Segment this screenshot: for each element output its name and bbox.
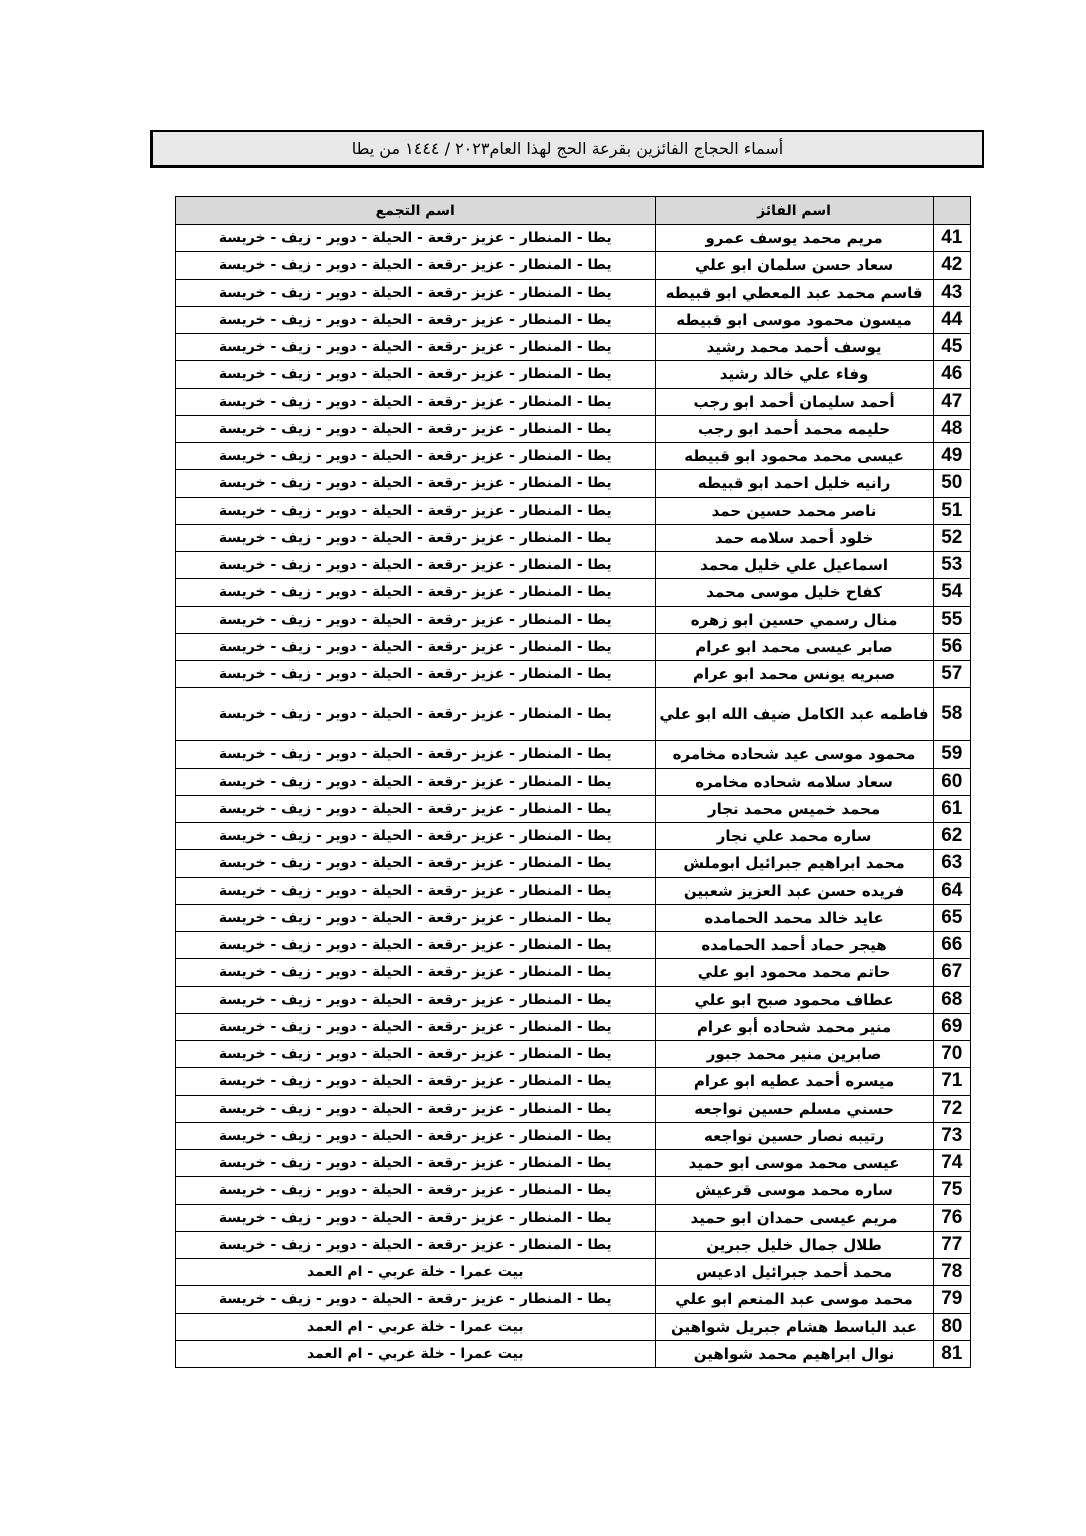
- row-winner-name: محمد ابراهيم جبرائيل ابوملش: [655, 850, 933, 877]
- row-group-name: يطا - المنطار - عزيز -رقعة - الحيلة - دوير - زيف - خريسة: [176, 334, 656, 361]
- row-group-name: يطا - المنطار - عزيز -رقعة - الحيلة - دوير - زيف - خريسة: [176, 850, 656, 877]
- row-group-name: يطا - المنطار - عزيز -رقعة - الحيلة - دوير - زيف - خريسة: [176, 1013, 656, 1040]
- row-number: 59: [933, 741, 970, 768]
- row-winner-name: ميسون محمود موسى ابو قبيطه: [655, 306, 933, 333]
- table-row: [176, 497, 971, 524]
- row-number: 75: [933, 1177, 970, 1204]
- row-number: 45: [933, 334, 970, 361]
- table-row: [176, 552, 971, 579]
- row-winner-name: عبد الباسط هشام جبريل شواهين: [655, 1313, 933, 1340]
- row-number: 58: [933, 688, 970, 741]
- row-winner-name: مريم محمد يوسف عمرو: [655, 225, 933, 252]
- row-group-name: يطا - المنطار - عزيز -رقعة - الحيلة - دوير - زيف - خريسة: [176, 795, 656, 822]
- row-group-name: يطا - المنطار - عزيز -رقعة - الحيلة - دوير - زيف - خريسة: [176, 1177, 656, 1204]
- table-row: [176, 225, 971, 252]
- table-row: [176, 741, 971, 768]
- table-row: [176, 661, 971, 688]
- row-number: 74: [933, 1150, 970, 1177]
- row-number: 78: [933, 1259, 970, 1286]
- row-winner-name: ناصر محمد حسين حمد: [655, 497, 933, 524]
- row-winner-name: أحمد سليمان أحمد ابو رجب: [655, 388, 933, 415]
- row-group-name: يطا - المنطار - عزيز -رقعة - الحيلة - دوير - زيف - خريسة: [176, 877, 656, 904]
- row-group-name: يطا - المنطار - عزيز -رقعة - الحيلة - دوير - زيف - خريسة: [176, 470, 656, 497]
- table-row: [176, 850, 971, 877]
- table-row: [176, 795, 971, 822]
- row-group-name: يطا - المنطار - عزيز -رقعة - الحيلة - دوير - زيف - خريسة: [176, 986, 656, 1013]
- row-group-name: يطا - المنطار - عزيز -رقعة - الحيلة - دوير - زيف - خريسة: [176, 768, 656, 795]
- row-number: 79: [933, 1286, 970, 1313]
- row-number: 46: [933, 361, 970, 388]
- row-winner-name: صبريه يونس محمد ابو عرام: [655, 661, 933, 688]
- row-number: 67: [933, 959, 970, 986]
- row-number: 50: [933, 470, 970, 497]
- row-winner-name: هيجر حماد أحمد الحمامده: [655, 932, 933, 959]
- table-row: [176, 361, 971, 388]
- row-number: 73: [933, 1122, 970, 1149]
- row-group-name: يطا - المنطار - عزيز -رقعة - الحيلة - دوير - زيف - خريسة: [176, 415, 656, 442]
- row-winner-name: صابر عيسى محمد ابو عرام: [655, 633, 933, 660]
- row-winner-name: ساره محمد موسى قرعيش: [655, 1177, 933, 1204]
- header-name: اسم الفائز: [655, 197, 933, 225]
- row-group-name: يطا - المنطار - عزيز -رقعة - الحيلة - دوير - زيف - خريسة: [176, 552, 656, 579]
- row-number: 53: [933, 552, 970, 579]
- row-group-name: يطا - المنطار - عزيز -رقعة - الحيلة - دوير - زيف - خريسة: [176, 661, 656, 688]
- table-row: [176, 932, 971, 959]
- row-winner-name: منال رسمي حسين ابو زهره: [655, 606, 933, 633]
- table-row: [176, 443, 971, 470]
- row-number: 56: [933, 633, 970, 660]
- row-group-name: يطا - المنطار - عزيز -رقعة - الحيلة - دوير - زيف - خريسة: [176, 1204, 656, 1231]
- row-number: 64: [933, 877, 970, 904]
- table-row: [176, 904, 971, 931]
- row-group-name: يطا - المنطار - عزيز -رقعة - الحيلة - دوير - زيف - خريسة: [176, 1041, 656, 1068]
- row-group-name: يطا - المنطار - عزيز -رقعة - الحيلة - دوير - زيف - خريسة: [176, 524, 656, 551]
- row-winner-name: صابرين منير محمد جبور: [655, 1041, 933, 1068]
- page-title-text: أسماء الحجاج الفائزين بقرعة الحج لهذا العام٢٠٢٣ / ١٤٤٤ من يطا: [351, 139, 784, 158]
- table-row: [176, 1313, 971, 1340]
- row-winner-name: سعاد حسن سلمان ابو علي: [655, 252, 933, 279]
- winners-table: [175, 196, 971, 1368]
- row-group-name: يطا - المنطار - عزيز -رقعة - الحيلة - دوير - زيف - خريسة: [176, 306, 656, 333]
- row-number: 55: [933, 606, 970, 633]
- header-group: اسم التجمع: [176, 197, 656, 225]
- row-winner-name: قاسم محمد عبد المعطي ابو قبيطه: [655, 279, 933, 306]
- row-number: 63: [933, 850, 970, 877]
- row-number: 81: [933, 1340, 970, 1367]
- row-winner-name: محمد أحمد جبرائيل ادعيس: [655, 1259, 933, 1286]
- row-winner-name: كفاح خليل موسى محمد: [655, 579, 933, 606]
- row-group-name: يطا - المنطار - عزيز -رقعة - الحيلة - دوير - زيف - خريسة: [176, 252, 656, 279]
- row-group-name: بيت عمرا - خلة عربي - ام العمد: [176, 1313, 656, 1340]
- row-number: 70: [933, 1041, 970, 1068]
- row-group-name: يطا - المنطار - عزيز -رقعة - الحيلة - دوير - زيف - خريسة: [176, 225, 656, 252]
- table-row: [176, 388, 971, 415]
- row-group-name: يطا - المنطار - عزيز -رقعة - الحيلة - دوير - زيف - خريسة: [176, 1122, 656, 1149]
- row-number: 57: [933, 661, 970, 688]
- table-row: [176, 633, 971, 660]
- row-number: 77: [933, 1231, 970, 1258]
- table-row: [176, 579, 971, 606]
- row-number: 52: [933, 524, 970, 551]
- row-group-name: يطا - المنطار - عزيز -رقعة - الحيلة - دوير - زيف - خريسة: [176, 361, 656, 388]
- row-group-name: يطا - المنطار - عزيز -رقعة - الحيلة - دوير - زيف - خريسة: [176, 688, 656, 741]
- row-winner-name: حليمه محمد أحمد ابو رجب: [655, 415, 933, 442]
- table-row: [176, 415, 971, 442]
- row-number: 72: [933, 1095, 970, 1122]
- table-row: [176, 986, 971, 1013]
- row-winner-name: ساره محمد علي نجار: [655, 823, 933, 850]
- row-number: 71: [933, 1068, 970, 1095]
- row-group-name: يطا - المنطار - عزيز -رقعة - الحيلة - دوير - زيف - خريسة: [176, 1068, 656, 1095]
- row-number: 61: [933, 795, 970, 822]
- row-number: 42: [933, 252, 970, 279]
- row-number: 69: [933, 1013, 970, 1040]
- row-number: 54: [933, 579, 970, 606]
- table-body: [176, 225, 971, 1368]
- row-group-name: يطا - المنطار - عزيز -رقعة - الحيلة - دوير - زيف - خريسة: [176, 741, 656, 768]
- table-row: [176, 1068, 971, 1095]
- table-row: [176, 606, 971, 633]
- table-row: [176, 279, 971, 306]
- row-number: 49: [933, 443, 970, 470]
- row-winner-name: يوسف أحمد محمد رشيد: [655, 334, 933, 361]
- row-group-name: يطا - المنطار - عزيز -رقعة - الحيلة - دوير - زيف - خريسة: [176, 823, 656, 850]
- table-row: [176, 1340, 971, 1367]
- row-group-name: يطا - المنطار - عزيز -رقعة - الحيلة - دوير - زيف - خريسة: [176, 904, 656, 931]
- row-group-name: يطا - المنطار - عزيز -رقعة - الحيلة - دوير - زيف - خريسة: [176, 443, 656, 470]
- row-group-name: بيت عمرا - خلة عربي - ام العمد: [176, 1340, 656, 1367]
- table-row: [176, 252, 971, 279]
- row-winner-name: طلال جمال خليل جبرين: [655, 1231, 933, 1258]
- row-number: 47: [933, 388, 970, 415]
- row-number: 60: [933, 768, 970, 795]
- table-row: [176, 1122, 971, 1149]
- table-row: [176, 1150, 971, 1177]
- table-header-row: [176, 197, 971, 225]
- row-number: 51: [933, 497, 970, 524]
- row-number: 62: [933, 823, 970, 850]
- row-winner-name: محمود موسى عيد شحاده مخامره: [655, 741, 933, 768]
- row-winner-name: خلود أحمد سلامه حمد: [655, 524, 933, 551]
- row-number: 65: [933, 904, 970, 931]
- row-number: 76: [933, 1204, 970, 1231]
- row-winner-name: حاتم محمد محمود ابو علي: [655, 959, 933, 986]
- row-winner-name: محمد موسى عبد المنعم ابو علي: [655, 1286, 933, 1313]
- table-row: [176, 334, 971, 361]
- table-row: [176, 1259, 971, 1286]
- table-row: [176, 768, 971, 795]
- row-winner-name: سعاد سلامه شحاده مخامره: [655, 768, 933, 795]
- row-group-name: يطا - المنطار - عزيز -رقعة - الحيلة - دوير - زيف - خريسة: [176, 633, 656, 660]
- row-group-name: يطا - المنطار - عزيز -رقعة - الحيلة - دوير - زيف - خريسة: [176, 1150, 656, 1177]
- table-row: [176, 306, 971, 333]
- table-row: [176, 1095, 971, 1122]
- row-winner-name: رتيبه نصار حسين نواجعه: [655, 1122, 933, 1149]
- table-row: [176, 1177, 971, 1204]
- table-row: [176, 823, 971, 850]
- table-row: [176, 877, 971, 904]
- row-number: 48: [933, 415, 970, 442]
- row-winner-name: عيسى محمد محمود ابو قبيطه: [655, 443, 933, 470]
- row-group-name: بيت عمرا - خلة عربي - ام العمد: [176, 1259, 656, 1286]
- row-winner-name: محمد خميس محمد نجار: [655, 795, 933, 822]
- row-winner-name: نوال ابراهيم محمد شواهين: [655, 1340, 933, 1367]
- row-winner-name: فاطمه عبد الكامل ضيف الله ابو علي: [655, 688, 933, 741]
- row-winner-name: وفاء علي خالد رشيد: [655, 361, 933, 388]
- row-group-name: يطا - المنطار - عزيز -رقعة - الحيلة - دوير - زيف - خريسة: [176, 388, 656, 415]
- row-number: 43: [933, 279, 970, 306]
- table-row: [176, 1231, 971, 1258]
- row-number: 44: [933, 306, 970, 333]
- row-group-name: يطا - المنطار - عزيز -رقعة - الحيلة - دوير - زيف - خريسة: [176, 932, 656, 959]
- row-group-name: يطا - المنطار - عزيز -رقعة - الحيلة - دوير - زيف - خريسة: [176, 497, 656, 524]
- row-winner-name: منير محمد شحاده أبو عرام: [655, 1013, 933, 1040]
- row-winner-name: ميسره أحمد عطيه ابو عرام: [655, 1068, 933, 1095]
- table-row: [176, 1013, 971, 1040]
- row-number: 80: [933, 1313, 970, 1340]
- row-group-name: يطا - المنطار - عزيز -رقعة - الحيلة - دوير - زيف - خريسة: [176, 279, 656, 306]
- row-winner-name: فريده حسن عبد العزيز شعبين: [655, 877, 933, 904]
- row-winner-name: حسني مسلم حسين نواجعه: [655, 1095, 933, 1122]
- row-group-name: يطا - المنطار - عزيز -رقعة - الحيلة - دوير - زيف - خريسة: [176, 1286, 656, 1313]
- table-row: [176, 1286, 971, 1313]
- row-number: 68: [933, 986, 970, 1013]
- row-group-name: يطا - المنطار - عزيز -رقعة - الحيلة - دوير - زيف - خريسة: [176, 959, 656, 986]
- row-winner-name: رانيه خليل احمد ابو قبيطه: [655, 470, 933, 497]
- row-winner-name: عايد خالد محمد الحمامده: [655, 904, 933, 931]
- row-group-name: يطا - المنطار - عزيز -رقعة - الحيلة - دوير - زيف - خريسة: [176, 606, 656, 633]
- table-row: [176, 470, 971, 497]
- row-winner-name: عطاف محمود صبح ابو علي: [655, 986, 933, 1013]
- table-row: [176, 524, 971, 551]
- row-winner-name: اسماعيل علي خليل محمد: [655, 552, 933, 579]
- row-number: 66: [933, 932, 970, 959]
- row-number: 41: [933, 225, 970, 252]
- table-row: [176, 959, 971, 986]
- row-winner-name: مريم عيسى حمدان ابو حميد: [655, 1204, 933, 1231]
- table-row: [176, 688, 971, 741]
- page-title: [150, 130, 984, 168]
- row-group-name: يطا - المنطار - عزيز -رقعة - الحيلة - دوير - زيف - خريسة: [176, 579, 656, 606]
- row-group-name: يطا - المنطار - عزيز -رقعة - الحيلة - دوير - زيف - خريسة: [176, 1095, 656, 1122]
- row-group-name: يطا - المنطار - عزيز -رقعة - الحيلة - دوير - زيف - خريسة: [176, 1231, 656, 1258]
- row-winner-name: عيسى محمد موسى ابو حميد: [655, 1150, 933, 1177]
- table-row: [176, 1204, 971, 1231]
- table-row: [176, 1041, 971, 1068]
- header-number: [933, 197, 970, 225]
